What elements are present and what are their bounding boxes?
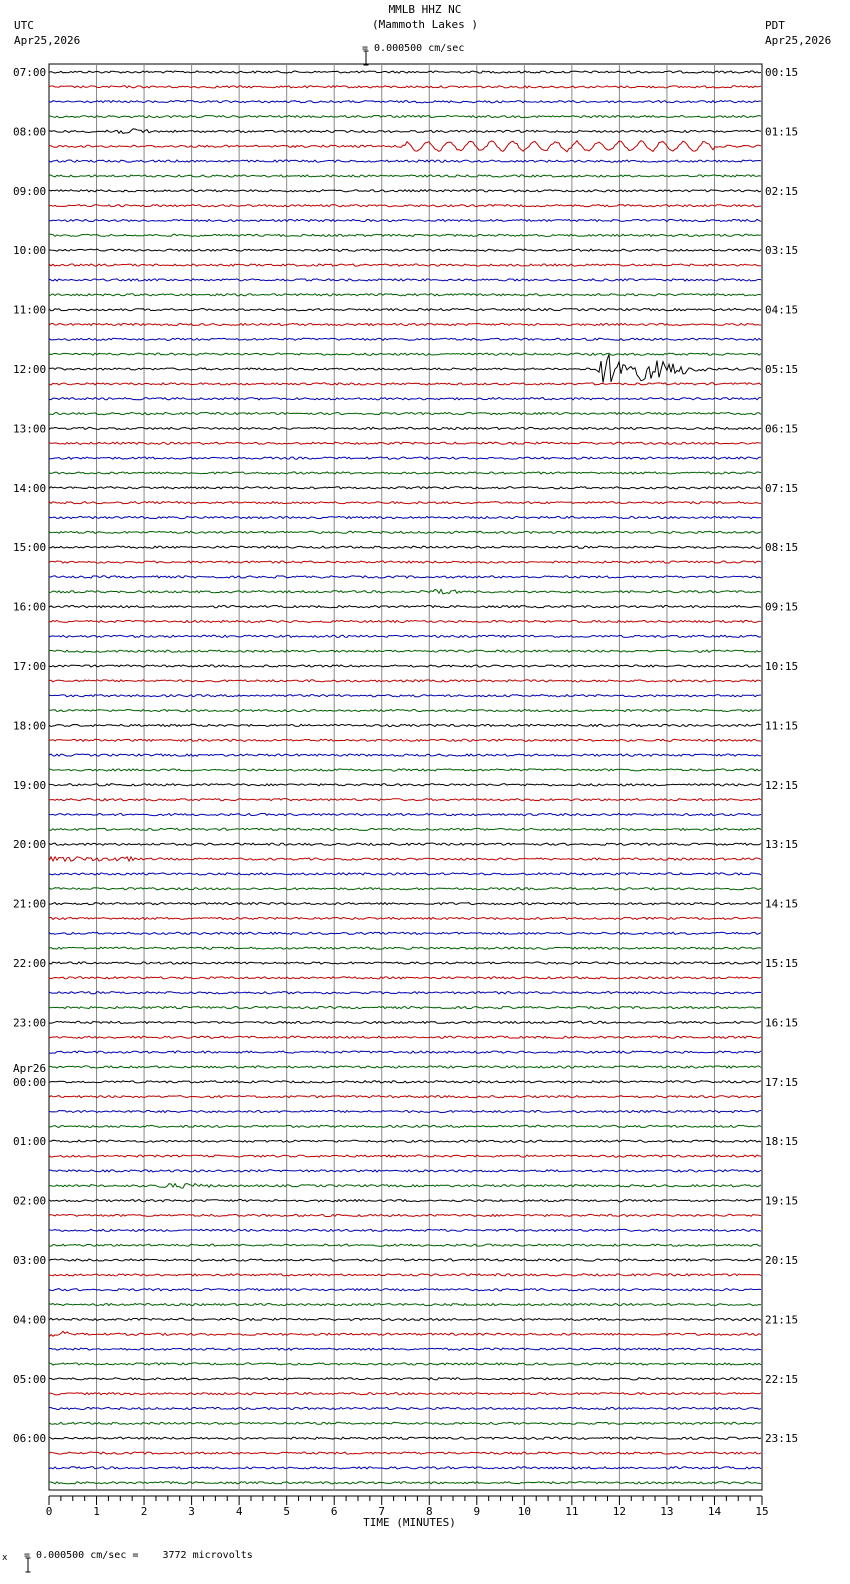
trace-line (49, 917, 761, 919)
trace-line (49, 1393, 761, 1395)
trace-line (49, 86, 761, 88)
utc-hour-label: 01:00 (13, 1135, 47, 1149)
trace-line (49, 843, 761, 845)
trace-line (49, 383, 761, 385)
trace-line (49, 1482, 761, 1484)
date-change-label: Apr26 (13, 1061, 47, 1075)
utc-hour-label: 03:00 (13, 1254, 47, 1267)
pdt-hour-label: 00:15 (765, 66, 799, 79)
utc-hour-label: 04:00 (13, 1313, 47, 1327)
pdt-hour-label: 23:15 (765, 1432, 799, 1446)
trace-line (49, 1407, 761, 1409)
trace-line (49, 353, 761, 355)
trace-line (49, 977, 761, 979)
trace-line (49, 264, 761, 266)
pdt-hour-label: 13:15 (765, 838, 799, 852)
trace-line (49, 294, 761, 296)
x-tick-label: 15 (755, 1505, 769, 1518)
utc-hour-label: 10:00 (13, 244, 47, 258)
x-tick-label: 6 (330, 1505, 338, 1518)
trace-line (49, 1021, 761, 1023)
trace-line (49, 1229, 761, 1231)
trace-line (49, 472, 761, 474)
x-tick-label: 4 (235, 1505, 243, 1518)
pdt-hour-label: 04:15 (765, 303, 799, 317)
utc-hour-label: 11:00 (13, 303, 47, 317)
trace-line (49, 932, 761, 934)
utc-hour-label: 17:00 (13, 660, 47, 673)
trace-line (49, 531, 761, 533)
trace-line (49, 992, 761, 994)
utc-hour-label: 21:00 (13, 897, 47, 911)
utc-hour-label: 20:00 (13, 838, 47, 852)
utc-hour-label: 16:00 (13, 600, 47, 614)
footer-scale-note: = 0.000500 cm/sec = 3772 microvolts (24, 1550, 253, 1561)
x-tick-label: 11 (565, 1505, 579, 1518)
pdt-hour-label: 14:15 (765, 897, 799, 911)
utc-hour-label: 23:00 (13, 1016, 47, 1030)
pdt-hour-label: 05:15 (765, 363, 799, 376)
utc-hour-label: 13:00 (13, 422, 47, 436)
trace-line (49, 129, 761, 134)
trace-line (49, 249, 761, 251)
pdt-hour-label: 15:15 (765, 957, 799, 970)
trace-line (49, 1274, 761, 1276)
trace-line (49, 116, 761, 118)
x-axis-title: TIME (MINUTES) (363, 1516, 456, 1529)
trace-line (49, 160, 761, 162)
trace-line (49, 1096, 761, 1098)
x-tick-label: 12 (612, 1505, 627, 1518)
station-location: (Mammoth Lakes ) (372, 18, 478, 31)
pdt-hour-label: 07:15 (765, 481, 799, 495)
trace-line (49, 606, 761, 608)
trace-line (49, 1331, 761, 1337)
trace-line (49, 695, 761, 697)
trace-line (49, 1066, 761, 1068)
trace-line (49, 650, 761, 652)
trace-line (49, 589, 761, 594)
trace-line (49, 1007, 761, 1009)
trace-line (49, 354, 761, 382)
trace-line (49, 739, 761, 741)
trace-line (49, 205, 761, 207)
utc-hour-label: 22:00 (13, 957, 47, 970)
trace-line (49, 1289, 761, 1291)
trace-line (49, 1348, 761, 1350)
trace-line (49, 1452, 761, 1454)
utc-hour-label: 08:00 (13, 125, 47, 139)
trace-line (49, 442, 761, 444)
trace-line (49, 1304, 761, 1306)
trace-line (49, 1259, 761, 1261)
trace-line (49, 903, 761, 905)
trace-line (49, 754, 761, 756)
pdt-hour-label: 11:15 (765, 719, 799, 733)
trace-line (49, 769, 761, 771)
utc-hour-label: 07:00 (13, 66, 47, 79)
trace-line (49, 1081, 761, 1083)
trace-line (49, 1467, 761, 1469)
trace-line (49, 1437, 761, 1439)
x-tick-label: 1 (93, 1505, 100, 1518)
trace-line (49, 1184, 761, 1189)
station-title: MMLB HHZ NC (388, 3, 462, 16)
trace-line (49, 502, 761, 504)
trace-line (49, 546, 761, 548)
trace-line (49, 338, 761, 340)
trace-line (49, 635, 761, 637)
pdt-hour-label: 09:15 (765, 600, 799, 614)
trace-line (49, 857, 761, 861)
trace-line (49, 1244, 761, 1246)
trace-line (49, 962, 761, 964)
trace-line (49, 561, 761, 563)
pdt-hour-label: 19:15 (765, 1194, 799, 1208)
trace-line (49, 724, 761, 726)
trace-line (49, 427, 761, 429)
trace-line (49, 1422, 761, 1424)
trace-line (49, 1125, 761, 1127)
pdt-hour-label: 20:15 (765, 1254, 799, 1267)
trace-line (49, 799, 761, 801)
trace-line (49, 873, 761, 875)
trace-line (49, 323, 761, 325)
trace-line (49, 175, 761, 177)
utc-hour-label: 15:00 (13, 541, 47, 555)
trace-line (49, 576, 761, 578)
x-tick-label: 9 (473, 1505, 481, 1518)
utc-date-label: Apr25,2026 (14, 34, 81, 47)
trace-line (49, 487, 761, 489)
trace-line (49, 1036, 761, 1038)
trace-line (49, 665, 761, 667)
trace-line (49, 620, 761, 622)
trace-line (49, 680, 761, 682)
trace-line (49, 190, 761, 192)
utc-hour-label: 18:00 (13, 719, 47, 733)
trace-line (49, 279, 761, 281)
trace-line (49, 784, 761, 786)
footer-marker: x (2, 1553, 8, 1563)
x-tick-label: 0 (45, 1505, 53, 1518)
x-tick-label: 2 (140, 1505, 148, 1518)
trace-line (49, 1200, 761, 1202)
pdt-hour-label: 03:15 (765, 244, 799, 258)
pdt-hour-label: 18:15 (765, 1135, 799, 1149)
pdt-hour-label: 01:15 (765, 125, 799, 139)
trace-line (49, 141, 761, 152)
utc-hour-label: 02:00 (13, 1194, 47, 1208)
trace-line (49, 828, 761, 830)
x-tick-label: 14 (707, 1505, 722, 1518)
utc-hour-label: 14:00 (13, 481, 47, 495)
pdt-date-label: Apr25,2026 (765, 34, 832, 47)
trace-line (49, 1170, 761, 1172)
trace-line (49, 1155, 761, 1157)
x-tick-label: 10 (517, 1505, 531, 1518)
trace-line (49, 219, 761, 221)
trace-line (49, 234, 761, 236)
pdt-hour-label: 12:15 (765, 778, 799, 792)
trace-line (49, 457, 761, 459)
trace-line (49, 888, 761, 890)
trace-line (49, 1214, 761, 1216)
pdt-hour-label: 02:15 (765, 184, 799, 198)
trace-line (49, 413, 761, 415)
pdt-hour-label: 16:15 (765, 1016, 799, 1030)
utc-hour-label: 00:00 (13, 1075, 47, 1089)
utc-hour-label: 19:00 (13, 778, 47, 792)
x-tick-label: 5 (283, 1505, 290, 1518)
trace-line (49, 813, 761, 815)
trace-line (49, 947, 761, 949)
x-tick-label: 7 (378, 1505, 386, 1518)
trace-line (49, 516, 761, 518)
trace-line (49, 710, 761, 712)
plot-frame (49, 64, 762, 1490)
trace-line (49, 1378, 761, 1380)
trace-line (49, 1363, 761, 1365)
trace-line (49, 71, 761, 73)
scale-label: = 0.000500 cm/sec (362, 43, 465, 54)
trace-line (49, 101, 761, 103)
pdt-hour-label: 17:15 (765, 1075, 799, 1089)
pdt-hour-label: 08:15 (765, 541, 799, 555)
trace-line (49, 1318, 761, 1320)
x-tick-label: 13 (660, 1505, 674, 1518)
trace-line (49, 1110, 761, 1112)
pdt-hour-label: 21:15 (765, 1313, 799, 1327)
pdt-hour-label: 10:15 (765, 660, 799, 673)
x-tick-label: 8 (425, 1505, 433, 1518)
utc-hour-label: 06:00 (13, 1432, 47, 1446)
utc-hour-label: 12:00 (13, 363, 47, 376)
utc-hour-label: 05:00 (13, 1372, 47, 1386)
utc-hour-label: 09:00 (13, 184, 47, 198)
trace-line (49, 1140, 761, 1142)
x-tick-label: 3 (188, 1505, 195, 1518)
pdt-hour-label: 06:15 (765, 422, 799, 436)
trace-line (49, 398, 761, 400)
trace-line (49, 1051, 761, 1053)
trace-line (49, 309, 761, 311)
pdt-hour-label: 22:15 (765, 1372, 799, 1386)
utc-zone-label: UTC (14, 19, 34, 32)
pdt-zone-label: PDT (765, 19, 785, 32)
